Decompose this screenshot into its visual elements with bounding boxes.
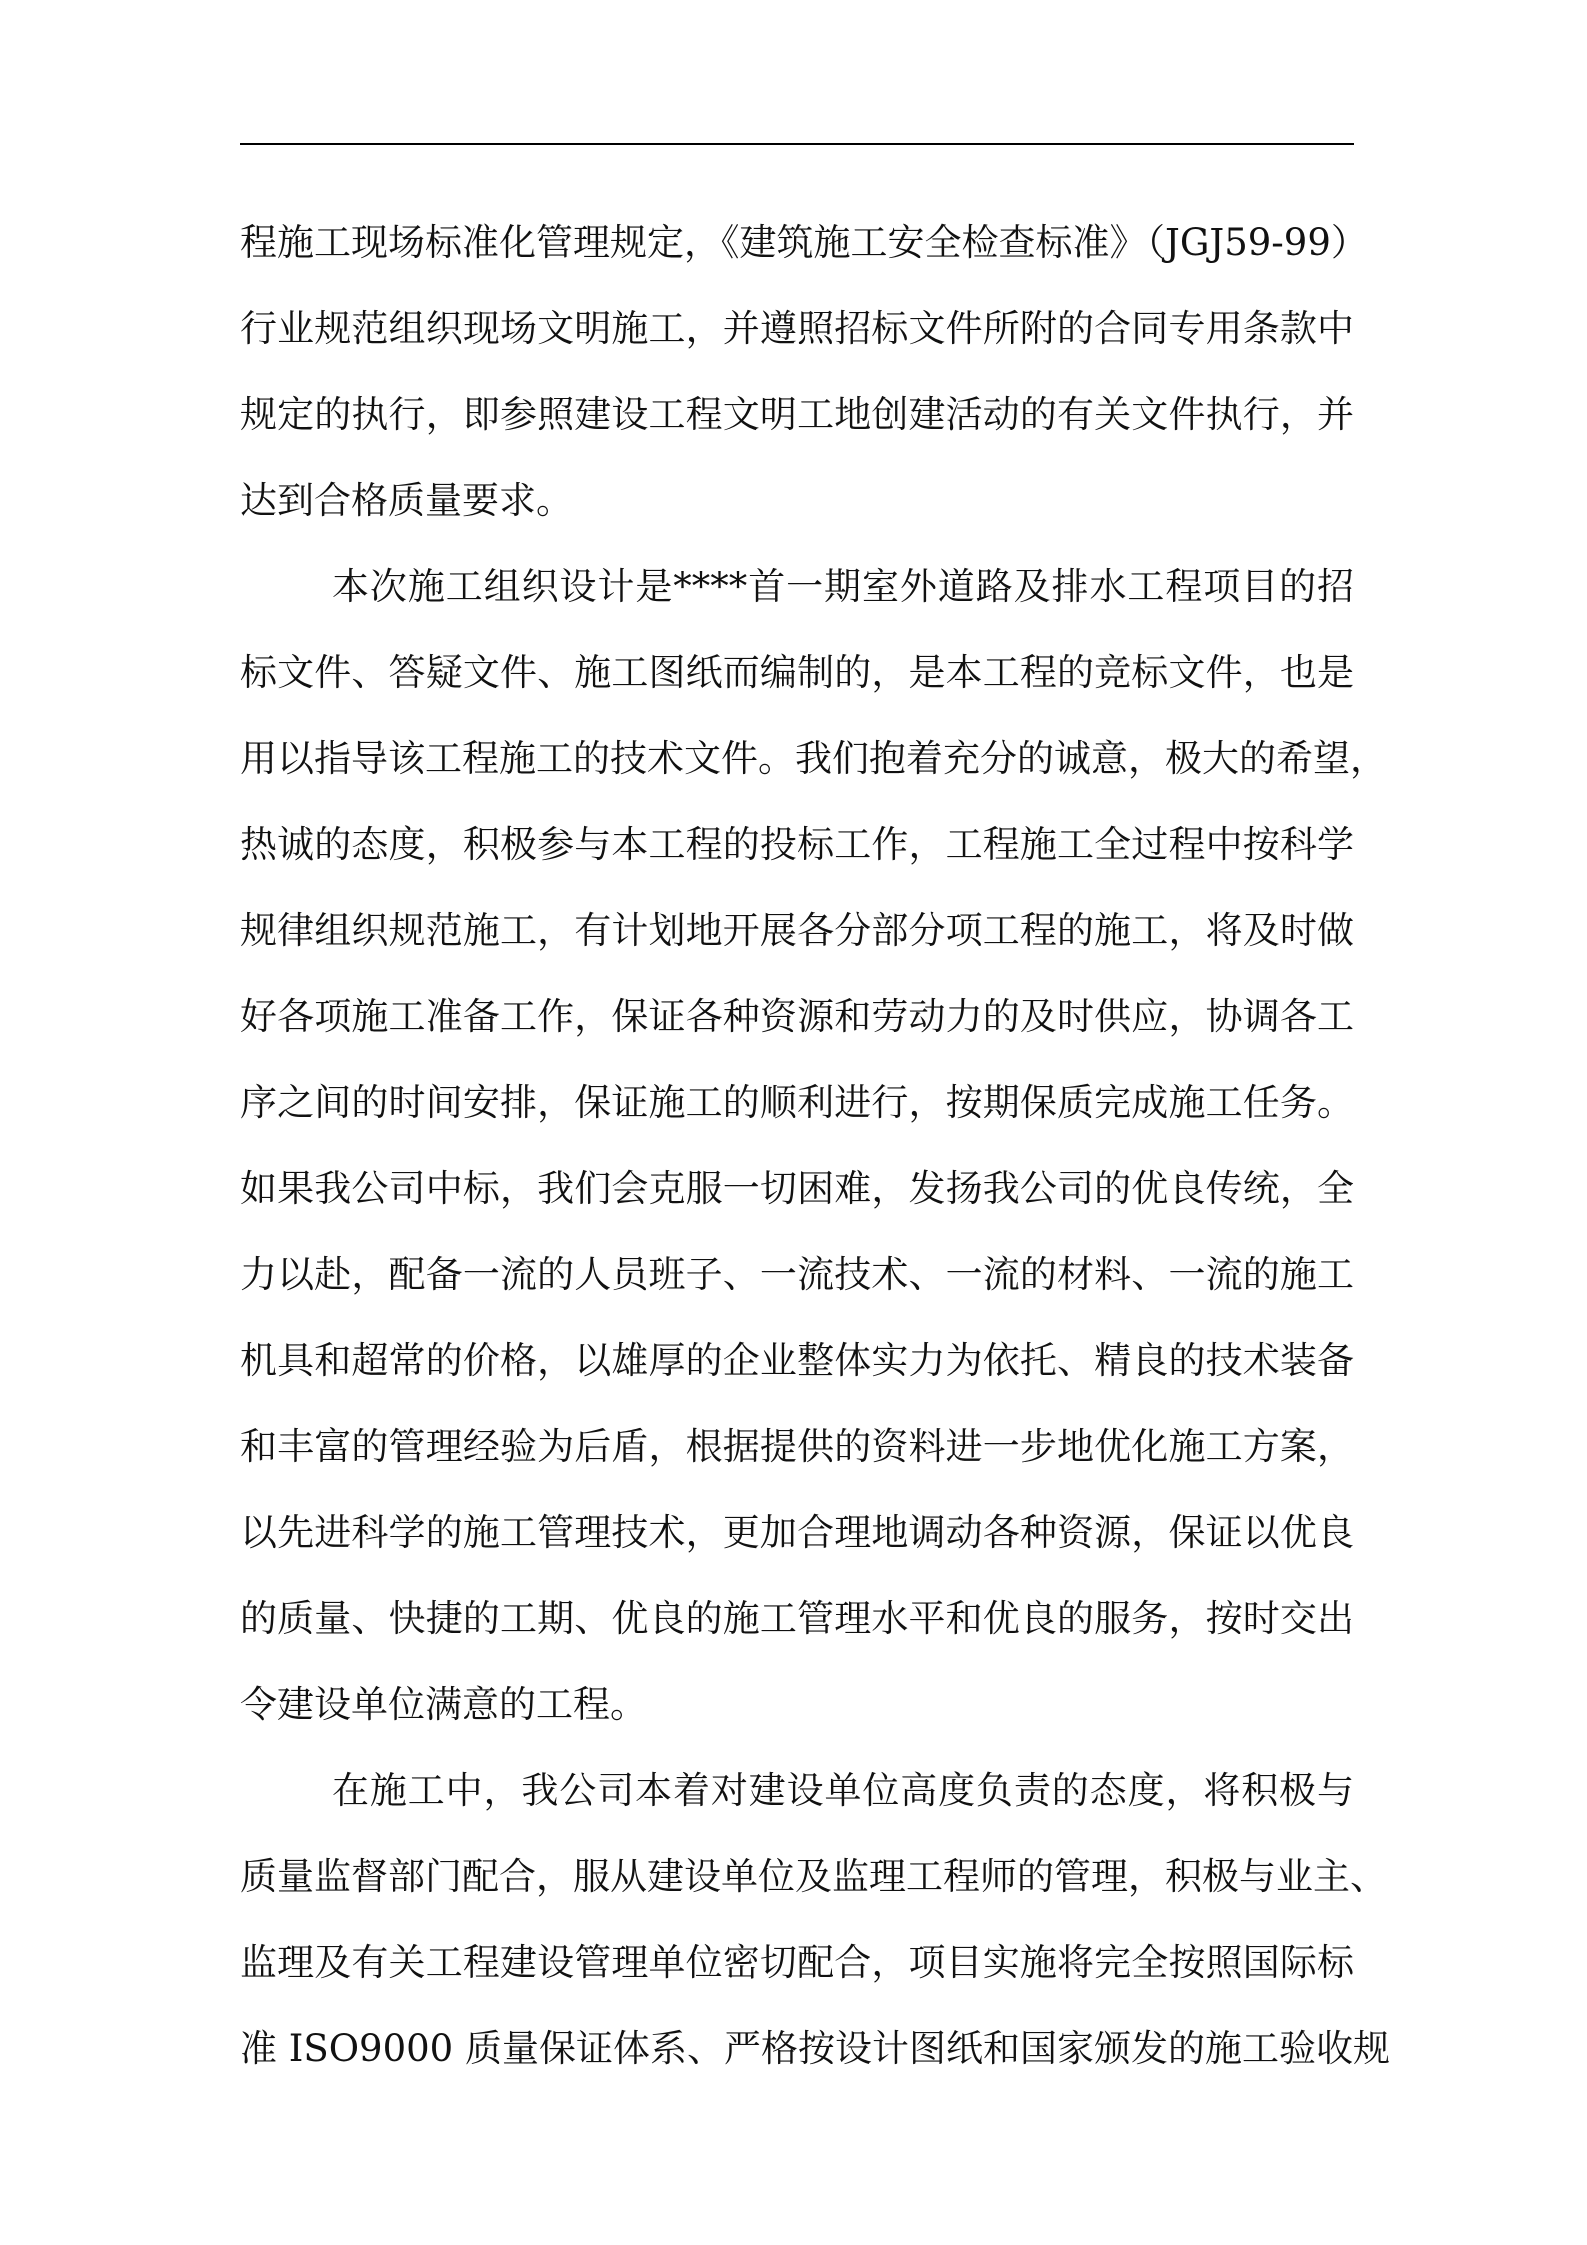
text-line: 达到合格质量要求。 [240, 479, 573, 522]
document-body [240, 200, 1390, 2092]
text-line: 质量监督部门配合，服从建设单位及监理工程师的管理，积极与业主、 [240, 1855, 1387, 1898]
header-rule [240, 143, 1354, 145]
text-line: 标文件、答疑文件、施工图纸而编制的，是本工程的竞标文件，也是 [240, 651, 1354, 694]
text-line: 以先进科学的施工管理技术，更加合理地调动各种资源，保证以优良 [240, 1511, 1354, 1554]
paragraph-2 [240, 544, 1387, 1748]
paragraph-3 [240, 1748, 1390, 2092]
paragraph-1 [240, 200, 1368, 544]
text-line: 和丰富的管理经验为后盾，根据提供的资料进一步地优化施工方案， [240, 1425, 1354, 1468]
text-line: 监理及有关工程建设管理单位密切配合，项目实施将完全按照国际标 [240, 1941, 1354, 1984]
text-line: 行业规范组织现场文明施工，并遵照招标文件所附的合同专用条款中 [240, 307, 1354, 350]
text-line: 机具和超常的价格，以雄厚的企业整体实力为依托、精良的技术装备 [240, 1339, 1354, 1382]
text-line: 力以赴，配备一流的人员班子、一流技术、一流的材料、一流的施工 [240, 1253, 1354, 1296]
text-line: 规定的执行，即参照建设工程文明工地创建活动的有关文件执行，并 [240, 393, 1354, 436]
text-line: 序之间的时间安排，保证施工的顺利进行，按期保质完成施工任务。 [240, 1081, 1354, 1124]
text-line: 程施工现场标准化管理规定，《建筑施工安全检查标准》（JGJ59-99） [240, 221, 1368, 264]
text-line: 如果我公司中标，我们会克服一切困难，发扬我公司的优良传统，全 [240, 1167, 1354, 1210]
text-line: 好各项施工准备工作，保证各种资源和劳动力的及时供应，协调各工 [240, 995, 1354, 1038]
text-line: 令建设单位满意的工程。 [240, 1683, 647, 1726]
text-line: 本次施工组织设计是****首一期室外道路及排水工程项目的招 [332, 565, 1354, 608]
text-line: 准 ISO9000 质量保证体系、严格按设计图纸和国家颁发的施工验收规 [240, 2027, 1390, 2070]
text-line: 热诚的态度，积极参与本工程的投标工作，工程施工全过程中按科学 [240, 823, 1354, 866]
text-line: 用以指导该工程施工的技术文件。我们抱着充分的诚意，极大的希望， [240, 737, 1387, 780]
text-line: 的质量、快捷的工期、优良的施工管理水平和优良的服务，按时交出 [240, 1597, 1354, 1640]
text-line: 在施工中，我公司本着对建设单位高度负责的态度，将积极与 [332, 1769, 1354, 1812]
text-line: 规律组织规范施工，有计划地开展各分部分项工程的施工，将及时做 [240, 909, 1354, 952]
